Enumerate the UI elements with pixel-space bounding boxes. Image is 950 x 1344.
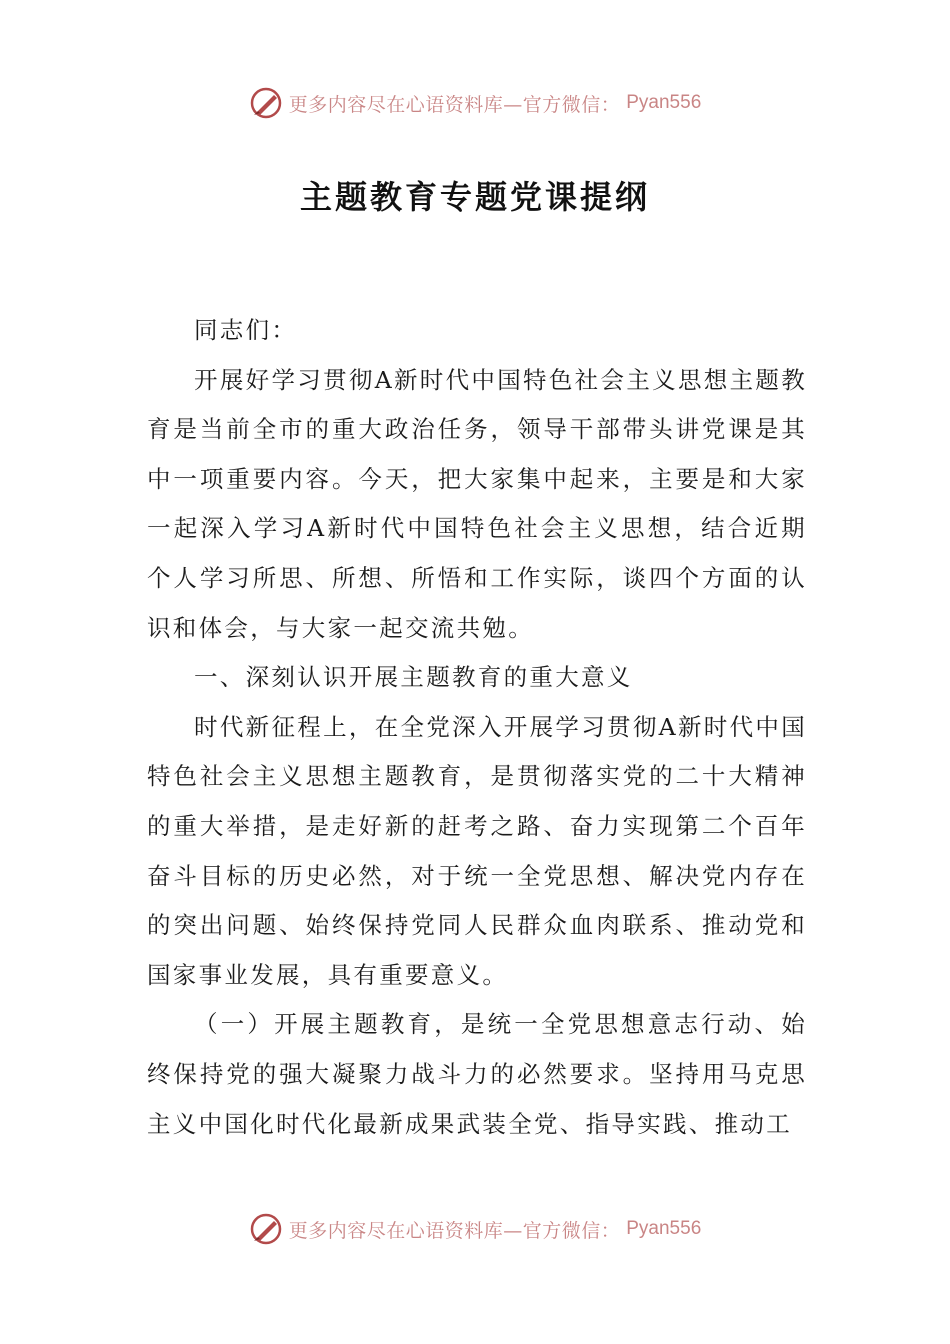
section-heading: 一、深刻认识开展主题教育的重大意义 xyxy=(194,663,633,692)
pen-logo-icon xyxy=(249,1212,283,1246)
watermark-text: 更多内容尽在心语资料库—官方微信： xyxy=(288,93,621,116)
watermark-wechat-id: Pyan556 xyxy=(626,92,702,113)
document-title: 主题教育专题党课提纲 xyxy=(299,178,650,216)
paragraph: 开展好学习贯彻A新时代中国特色社会主义思想主题教育是当前全市的重大政治任务，领导干部带头讲党课是其中一项重要内容。今天，把大家集中起来，主要是和大家一起深入学习A新时代中国特色社会主义思想，结合近期个人学习所思、所想、所悟和工作实际，谈四个方面的认识和体会，与大家一起交流共勉。 xyxy=(147,365,807,642)
watermark-text: 更多内容尽在心语资料库—官方微信： xyxy=(288,1219,621,1242)
watermark-wechat-id: Pyan556 xyxy=(626,1218,702,1239)
watermark-footer xyxy=(0,1212,950,1246)
document-body xyxy=(147,306,807,1149)
paragraph: 时代新征程上，在全党深入开展学习贯彻A新时代中国特色社会主义思想主题教育，是贯彻落实党的二十大精神的重大举措，是走好新的赶考之路、奋力实现第二个百年奋斗目标的历史必然，对于统一全党思想、解决党内存在的突出问题、始终保持党同人民群众血肉联系、推动党和国家事业发展，具有重要意义。 xyxy=(147,712,807,989)
paragraph: （一）开展主题教育，是统一全党思想意志行动、始终保持党的强大凝聚力战斗力的必然要求。坚持用马克思主义中国化时代化最新成果武装全党、指导实践、推动工 xyxy=(147,1010,807,1138)
watermark-header xyxy=(0,86,950,120)
salutation: 同志们： xyxy=(194,316,298,344)
pen-logo-icon xyxy=(249,86,283,120)
